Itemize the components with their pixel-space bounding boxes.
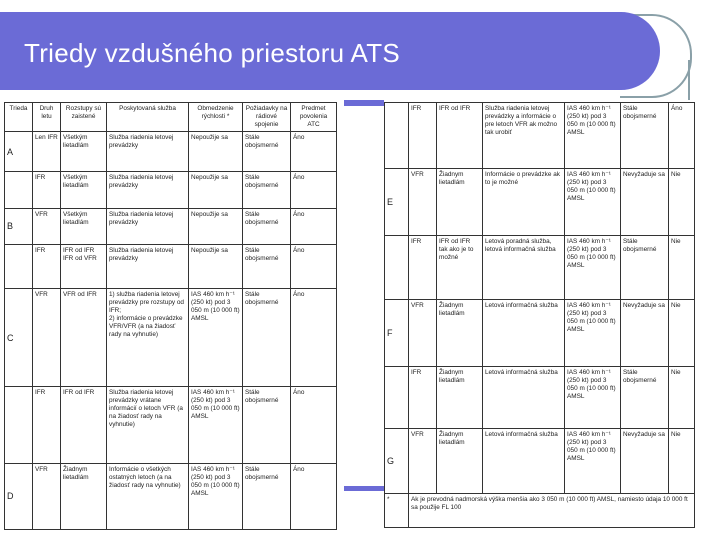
title-decoration-line [660, 60, 690, 100]
clearance-cell: Nie [669, 429, 695, 493]
separation-cell: IFR od IFR [437, 103, 483, 169]
radio-cell: Stále obojsmerné [243, 289, 291, 387]
separation-cell: VFR od IFR [61, 289, 107, 387]
table-row [5, 208, 337, 244]
flight-type-cell: VFR [33, 289, 61, 387]
class-cell [385, 235, 409, 299]
speed-cell: Nepoužije sa [189, 244, 243, 289]
separation-cell: Všetkým lietadlám [61, 132, 107, 172]
table-header-row [5, 103, 337, 132]
speed-cell: IAS 460 km h⁻¹ (250 kt) pod 3 050 m (10 000 ft) AMSL [565, 103, 621, 169]
service-cell: Služba riadenia letovej prevádzky [107, 244, 189, 289]
class-cell [5, 244, 33, 289]
table-row [385, 103, 695, 169]
radio-cell: Stále obojsmerné [243, 208, 291, 244]
service-cell: Letová informačná služba [483, 300, 565, 366]
table-row [385, 429, 695, 493]
speed-cell: IAS 460 km h⁻¹ (250 kt) pod 3 050 m (10 000 ft) AMSL [565, 429, 621, 493]
speed-cell: IAS 460 km h⁻¹ (250 kt) pod 3 050 m (10 000 ft) AMSL [189, 289, 243, 387]
class-cell: C [5, 289, 33, 387]
service-cell: 1) služba riadenia letovej prevádzky pre rozstupy od IFR; 2) informácie o prevádzke VFR/VFR (a na žiadosť rady na vyhnutie) [107, 289, 189, 387]
table-row [385, 169, 695, 235]
radio-cell: Stále obojsmerné [621, 235, 669, 299]
separation-cell: IFR od IFR [61, 387, 107, 464]
footnote-text: Ak je prevodná nadmorská výška menšia ako 3 050 m (10 000 ft) AMSL, namiesto údaja 10 000 ft sa použije FL 100 [409, 493, 695, 527]
radio-cell: Stále obojsmerné [243, 387, 291, 464]
service-cell: Služba riadenia letovej prevádzky [107, 208, 189, 244]
service-cell: Služba riadenia letovej prevádzky [107, 132, 189, 172]
speed-cell: Nepoužije sa [189, 172, 243, 208]
speed-cell: Nepoužije sa [189, 208, 243, 244]
flight-type-cell: VFR [409, 169, 437, 235]
clearance-cell: Áno [669, 103, 695, 169]
radio-cell: Stále obojsmerné [243, 244, 291, 289]
service-cell: Služba riadenia letovej prevádzky a informácie o pre letoch VFR ak možno tak urobiť [483, 103, 565, 169]
slide-title: Triedy vzdušného priestoru ATS [24, 38, 401, 68]
class-cell: G [385, 429, 409, 493]
header-spojenie: Požiadavky na rádiové spojenie [243, 103, 291, 132]
divider-bottom [344, 486, 384, 491]
separation-cell: IFR od IFR IFR od VFR [61, 244, 107, 289]
radio-cell: Stále obojsmerné [621, 366, 669, 428]
service-cell: Letová informačná služba [483, 429, 565, 493]
table-row [5, 463, 337, 529]
clearance-cell: Áno [291, 208, 337, 244]
flight-type-cell: VFR [409, 429, 437, 493]
class-cell: A [5, 132, 33, 172]
service-cell: Letová informačná služba [483, 366, 565, 428]
header-obmedzenie: Obmedzenie rýchlosti * [189, 103, 243, 132]
divider-top [344, 100, 384, 106]
airspace-table-right [384, 102, 695, 528]
header-trieda: Trieda [5, 103, 33, 132]
speed-cell: IAS 460 km h⁻¹ (250 kt) pod 3 050 m (10 000 ft) AMSL [565, 366, 621, 428]
flight-type-cell: IFR [409, 366, 437, 428]
footnote-marker: * [385, 493, 409, 527]
speed-cell: IAS 460 km h⁻¹ (250 kt) pod 3 050 m (10 000 ft) AMSL [565, 169, 621, 235]
radio-cell: Nevyžaduje sa [621, 429, 669, 493]
flight-type-cell: IFR [409, 235, 437, 299]
flight-type-cell: IFR [33, 172, 61, 208]
table-row [5, 172, 337, 208]
header-rozstupy: Rozstupy sú zaistené [61, 103, 107, 132]
radio-cell: Nevyžaduje sa [621, 169, 669, 235]
clearance-cell: Nie [669, 300, 695, 366]
class-cell [5, 387, 33, 464]
service-cell: Informácie o prevádzke ak to je možné [483, 169, 565, 235]
speed-cell: Nepoužije sa [189, 132, 243, 172]
separation-cell: Všetkým lietadlám [61, 172, 107, 208]
header-povolenie: Predmet povolenia ATC [291, 103, 337, 132]
table-row [5, 387, 337, 464]
clearance-cell: Nie [669, 235, 695, 299]
separation-cell: Žiadnym lietadlám [61, 463, 107, 529]
clearance-cell: Nie [669, 366, 695, 428]
header-sluzba: Poskytovaná služba [107, 103, 189, 132]
flight-type-cell: IFR [33, 387, 61, 464]
speed-cell: IAS 460 km h⁻¹ (250 kt) pod 3 050 m (10 000 ft) AMSL [565, 300, 621, 366]
class-cell: F [385, 300, 409, 366]
clearance-cell: Áno [291, 244, 337, 289]
class-cell: B [5, 208, 33, 244]
table-row [5, 289, 337, 387]
flight-type-cell: VFR [33, 208, 61, 244]
separation-cell: Všetkým lietadlám [61, 208, 107, 244]
service-cell: Letová poradná služba, letová informačná služba [483, 235, 565, 299]
clearance-cell: Áno [291, 132, 337, 172]
separation-cell: Žiadnym lietadlám [437, 429, 483, 493]
clearance-cell: Nie [669, 169, 695, 235]
speed-cell: IAS 460 km h⁻¹ (250 kt) pod 3 050 m (10 000 ft) AMSL [189, 463, 243, 529]
flight-type-cell: IFR [33, 244, 61, 289]
clearance-cell: Áno [291, 387, 337, 464]
class-cell [5, 172, 33, 208]
table-row [385, 235, 695, 299]
radio-cell: Nevyžaduje sa [621, 300, 669, 366]
airspace-table-left [4, 102, 337, 530]
table-row [385, 300, 695, 366]
separation-cell: IFR od IFR tak ako je to možné [437, 235, 483, 299]
table-row [5, 244, 337, 289]
clearance-cell: Áno [291, 463, 337, 529]
flight-type-cell: Len IFR [33, 132, 61, 172]
table-row [5, 132, 337, 172]
radio-cell: Stále obojsmerné [621, 103, 669, 169]
flight-type-cell: VFR [33, 463, 61, 529]
class-cell [385, 103, 409, 169]
radio-cell: Stále obojsmerné [243, 132, 291, 172]
clearance-cell: Áno [291, 289, 337, 387]
separation-cell: Žiadnym lietadlám [437, 169, 483, 235]
clearance-cell: Áno [291, 172, 337, 208]
separation-cell: Žiadnym lietadlám [437, 300, 483, 366]
radio-cell: Stále obojsmerné [243, 463, 291, 529]
service-cell: Služba riadenia letovej prevádzky vrátane informácií o letoch VFR (a na žiadosť rady na vyhnutie) [107, 387, 189, 464]
table-row [385, 366, 695, 428]
speed-cell: IAS 460 km h⁻¹ (250 kt) pod 3 050 m (10 000 ft) AMSL [189, 387, 243, 464]
footnote-row [385, 493, 695, 527]
header-druh-letu: Druh letu [33, 103, 61, 132]
class-cell: E [385, 169, 409, 235]
service-cell: Služba riadenia letovej prevádzky [107, 172, 189, 208]
radio-cell: Stále obojsmerné [243, 172, 291, 208]
speed-cell: IAS 460 km h⁻¹ (250 kt) pod 3 050 m (10 000 ft) AMSL [565, 235, 621, 299]
service-cell: Informácie o všetkých ostatných letoch (a na žiadosť rady na vyhnutie) [107, 463, 189, 529]
flight-type-cell: VFR [409, 300, 437, 366]
flight-type-cell: IFR [409, 103, 437, 169]
class-cell: D [5, 463, 33, 529]
separation-cell: Žiadnym lietadlám [437, 366, 483, 428]
class-cell [385, 366, 409, 428]
